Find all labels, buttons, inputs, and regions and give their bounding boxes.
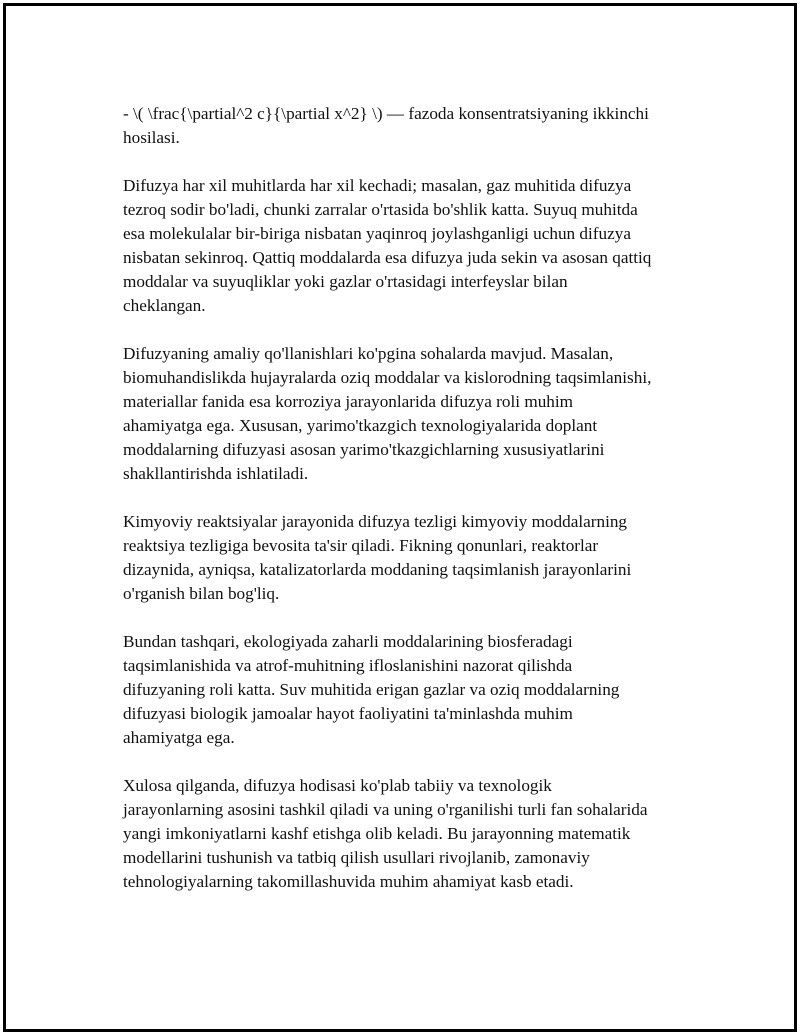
paragraph-diffusion-media: Difuzya har xil muhitlarda har xil kechadi; masalan, gaz muhitida difuzya tezroq sodir bo'ladi, chunki zarralar o'rtasida bo'shlik katta. Suyuq muhitda esa molekulalar bir-biriga nisbatan yaqinroq joylashganligi uchun difuzya nisbatan sekinroq. Qattiq moddalarda esa difuzya juda sekin va asosan qattiq moddalar va suyuqliklar yoki gazlar o'rtasidagi interfeyslar bilan cheklangan. [123,176,652,315]
page-frame [3,3,797,1032]
document-body [123,102,703,918]
paragraph-practical-applications: Difuzyaning amaliy qo'llanishlari ko'pgina sohalarda mavjud. Masalan, biomuhandislikda hujayralarda oziq moddalar va kislorodning taqsimlanishi, materiallar fanida esa korroziya jarayonlarida difuzya roli muhim ahamiyatga ega. Xususan, yarimo'tkazgich texnologiyalarida doplant moddalarning difuzyasi asosan yarimo'tkazgichlarning xususiyatlarini shakllantirishda ishlatiladi. [123,344,652,483]
paragraph-conclusion: Xulosa qilganda, difuzya hodisasi ko'plab tabiiy va texnologik jarayonlarning asosini tashkil qiladi va uning o'rganilishi turli fan sohalarida yangi imkoniyatlarni kashf etishga olib keladi. Bu jarayonning matematik modellarini tushunish va tatbiq qilish usullari rivojlanib, zamonaviy tehnologiyalarning takomillashuvida muhim ahamiyat kasb etadi. [123,776,648,891]
paragraph-formula-definition: - \( \frac{\partial^2 c}{\partial x^2} \) — fazoda konsentratsiyaning ikkinchi hosilasi. [123,104,649,147]
paragraph-ecology: Bundan tashqari, ekologiyada zaharli moddalarining biosferadagi taqsimlanishida va atrof-muhitning ifloslanishini nazorat qilishda difuzyaning roli katta. Suv muhitida erigan gazlar va oziq moddalarning difuzyasi biologik jamoalar hayot faoliyatini ta'minlashda muhim ahamiyatga ega. [123,632,620,747]
paragraph-chemical-reactions: Kimyoviy reaktsiyalar jarayonida difuzya tezligi kimyoviy moddalarning reaktsiya tezligiga bevosita ta'sir qiladi. Fikning qonunlari, reaktorlar dizaynida, ayniqsa, katalizatorlarda moddaning taqsimlanish jarayonlarini o'rganish bilan bog'liq. [123,512,632,603]
